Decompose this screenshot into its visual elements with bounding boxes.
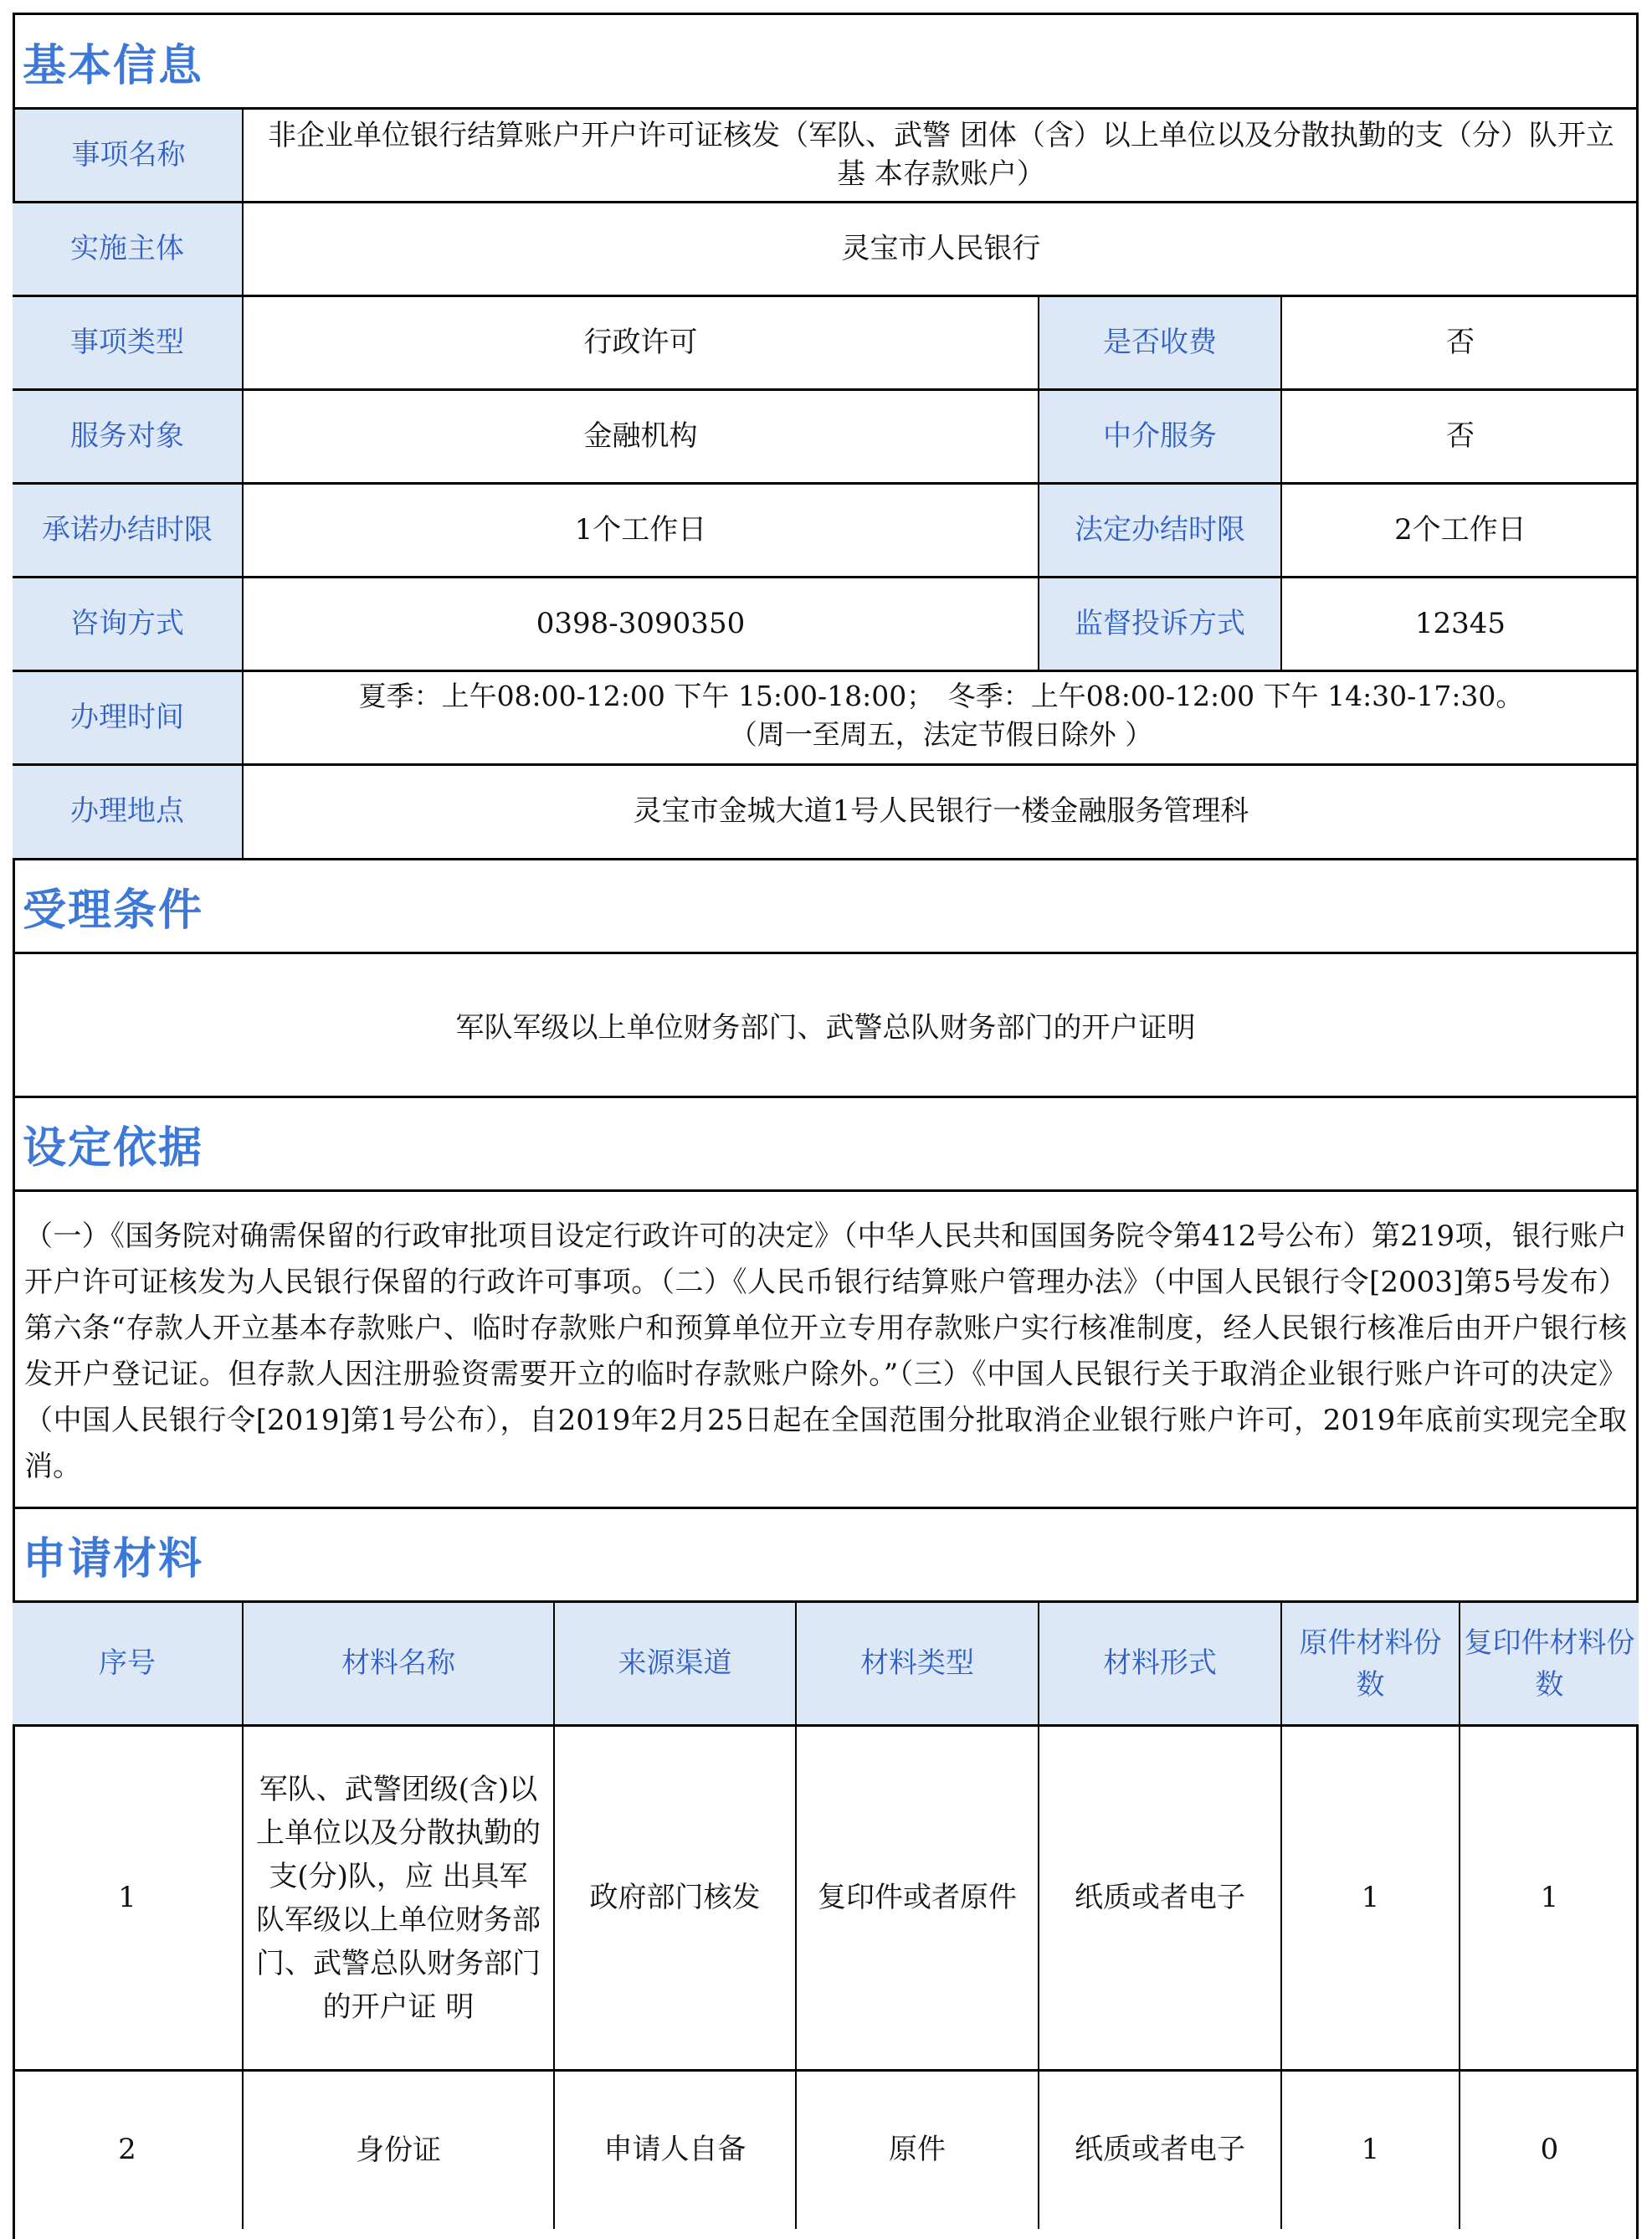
value-fee: 否 <box>1280 295 1639 388</box>
header-material-form: 材料形式 <box>1038 1600 1280 1724</box>
table-row-1-material-name: 军队、武警团级(含)以上单位以及分散执勤的支(分)队，应 出具军队军级以上单位财务部门、武警总队财务部门的开户证 明 <box>242 1724 553 2069</box>
label-implementing-body: 实施主体 <box>13 201 242 295</box>
label-item-type: 事项类型 <box>13 295 242 388</box>
value-service-target: 金融机构 <box>242 388 1038 482</box>
hours-line-1: 夏季：上午08:00-12:00 下午 15:00-18:00； 冬季：上午08:00-12:00 下午 14:30-17:30。 <box>358 680 1524 712</box>
table-row-1-copy-count: 1 <box>1459 1724 1639 2069</box>
table-row-2-original-count: 1 <box>1280 2069 1459 2229</box>
header-material-type: 材料类型 <box>795 1600 1038 1724</box>
section-heading-materials: 申请材料 <box>13 1507 1639 1600</box>
table-row-2-material-form: 纸质或者电子 <box>1038 2069 1280 2229</box>
table-row-2-copy-count: 0 <box>1459 2069 1639 2229</box>
value-item-type: 行政许可 <box>242 295 1038 388</box>
value-legal-time: 2个工作日 <box>1280 482 1639 576</box>
value-location: 灵宝市金城大道1号人民银行一楼金融服务管理科 <box>242 763 1639 858</box>
table-row-1-material-type: 复印件或者原件 <box>795 1724 1038 2069</box>
value-consult: 0398-3090350 <box>242 576 1038 670</box>
header-source: 来源渠道 <box>553 1600 795 1724</box>
table-row-2-material-name: 身份证 <box>242 2069 553 2229</box>
header-material-name: 材料名称 <box>242 1600 553 1724</box>
table-row-1-source: 政府部门核发 <box>553 1724 795 2069</box>
label-item-name: 事项名称 <box>13 107 242 201</box>
table-row-1-original-count: 1 <box>1280 1724 1459 2069</box>
table-row-2-material-type: 原件 <box>795 2069 1038 2229</box>
acceptance-conditions-text: 军队军级以上单位财务部门、武警总队财务部门的开户证明 <box>13 952 1639 1096</box>
section-heading-basic-info: 基本信息 <box>23 40 204 91</box>
value-hours <box>242 670 1639 763</box>
label-service-target: 服务对象 <box>13 388 242 482</box>
header-seq: 序号 <box>13 1600 242 1724</box>
table-row-1-seq: 1 <box>13 1724 242 2069</box>
label-legal-time: 法定办结时限 <box>1038 482 1280 576</box>
section-heading-legal-basis: 设定依据 <box>13 1096 1639 1189</box>
header-original-count: 原件材料份数 <box>1280 1600 1459 1724</box>
value-intermediary: 否 <box>1280 388 1639 482</box>
label-fee: 是否收费 <box>1038 295 1280 388</box>
value-implementing-body: 灵宝市人民银行 <box>242 201 1639 295</box>
label-consult: 咨询方式 <box>13 576 242 670</box>
value-promised-time: 1个工作日 <box>242 482 1038 576</box>
table-row-2-seq: 2 <box>13 2069 242 2229</box>
label-promised-time: 承诺办结时限 <box>13 482 242 576</box>
label-intermediary: 中介服务 <box>1038 388 1280 482</box>
section-heading-acceptance: 受理条件 <box>13 858 1639 952</box>
header-copy-count: 复印件材料份数 <box>1459 1600 1639 1724</box>
table-row-1-material-form: 纸质或者电子 <box>1038 1724 1280 2069</box>
hours-line-2: （周一至周五，法定节假日除外 ） <box>729 718 1153 751</box>
legal-basis-text: （一）《国务院对确需保留的行政审批项目设定行政许可的决定》（中华人民共和国国务院令第412号公布）第219项，银行账户开户许可证核发为人民银行保留的行政许可事项。（二）《人民币银行结算账户管理办法》（中国人民银行令[2003]第5号发布）第六条“存款人开立基本存款账户、临时存款账户和预算单位开立专用存款账户实行核准制度，经人民银行核准后由开户银行核发开户登记证。但存款人因注册验资需要开立的临时存款账户除外。”（三）《中国人民银行关于取消企业银行账户许可的决定》（中国人民银行令[2019]第1号公布），自2019年2月25日起在全国范围分批取消企业银行账户许可，2019年底前实现完全取消。 <box>13 1189 1639 1507</box>
table-row-2-source: 申请人自备 <box>553 2069 795 2229</box>
label-location: 办理地点 <box>13 763 242 858</box>
label-complaint: 监督投诉方式 <box>1038 576 1280 670</box>
value-complaint: 12345 <box>1280 576 1639 670</box>
value-item-name: 非企业单位银行结算账户开户许可证核发（军队、武警 团体（含）以上单位以及分散执勤的支（分）队开立基 本存款账户） <box>242 107 1639 201</box>
label-hours: 办理时间 <box>13 670 242 763</box>
